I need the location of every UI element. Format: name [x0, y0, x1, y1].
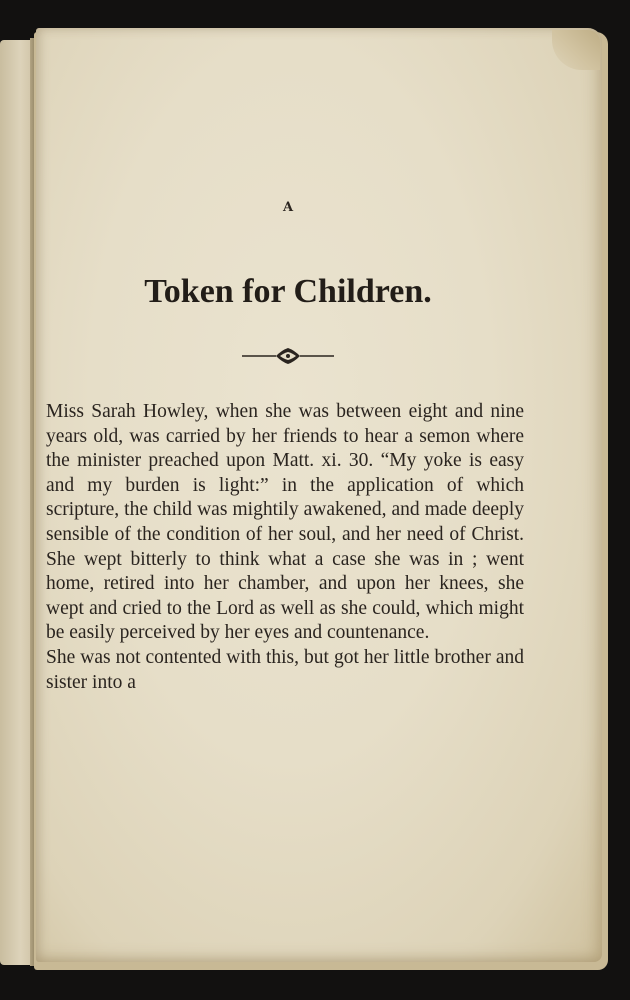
page-title: Token for Children.	[144, 273, 432, 310]
body-text	[46, 400, 524, 695]
paragraph-1: Miss Sarah Howley, when she was between eight and nine years old, was carried by her friends to hear a semon where the minister preached upon Matt. xi. 30. “My yoke is easy and my burden is light:” in the application of which scripture, the child was mightily awakened, and made deeply sensible of the condition of her soul, and her need of Christ. She wept bitterly to think what a case she was in ; went home, retired into her chamber, and upon her knees, she wept and cried to the Lord as well as she could, which might be easily perceived by her eyes and countenance.	[46, 401, 524, 644]
paragraph-2: She was not contented with this, but got her little brother and sister into a	[46, 646, 524, 693]
heading-letter: A	[282, 200, 294, 215]
page-content	[46, 200, 524, 695]
worn-corner	[552, 30, 600, 70]
left-page-edge	[0, 40, 34, 965]
fleuron-ornament-icon	[234, 346, 336, 366]
